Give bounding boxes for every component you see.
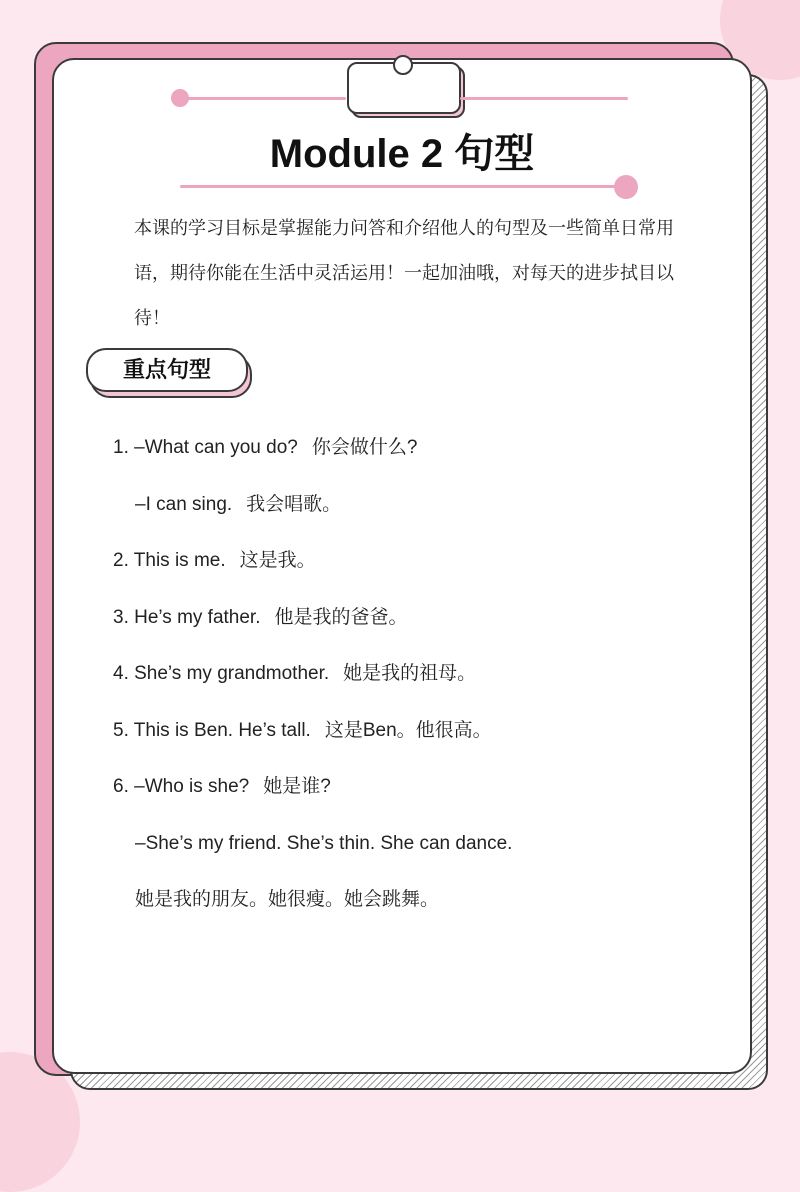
sentence-en: 6. –Who is she?: [113, 776, 250, 797]
sentence-cn: 她是谁?: [263, 776, 331, 797]
sentence-cn: 这是我。: [239, 550, 316, 571]
sentence-line: [113, 420, 713, 477]
sentence-cn: 她是我的朋友。她很瘦。她会跳舞。: [135, 889, 440, 910]
sentence-en: –She’s my friend. She’s thin. She can dance.: [135, 832, 513, 854]
sentence-en: 2. This is me.: [113, 550, 226, 571]
sentence-line: [113, 533, 713, 590]
sentence-en: 3. He’s my father.: [113, 606, 261, 628]
clip-ring-icon: [393, 55, 413, 75]
sentence-cn: 他是我的爸爸。: [274, 606, 408, 628]
sentence-line: [113, 590, 713, 647]
sentence-cn: 我会唱歌。: [246, 493, 342, 515]
sentence-line: [113, 477, 713, 534]
sentence-en: –I can sing.: [135, 493, 233, 515]
sentence-en: 4. She’s my grandmother.: [113, 663, 330, 684]
intro-paragraph: 本课的学习目标是掌握能力问答和介绍他人的句型及一些简单日常用语，期待你能在生活中灵活运用！一起加油哦，对每天的进步拭目以待！: [134, 218, 674, 328]
deco-line-under-title: [180, 185, 620, 188]
sentence-line: [113, 872, 713, 929]
sentence-cn: 她是我的祖母。: [343, 663, 477, 684]
deco-line-top-right: [460, 97, 628, 100]
deco-dot-right: [614, 175, 638, 199]
sentence-cn: 这是Ben。他很高。: [324, 719, 492, 741]
sentence-line: [113, 646, 713, 703]
sentence-list: [113, 420, 713, 929]
deco-line-top-left: [186, 97, 346, 100]
sentence-line: [113, 816, 713, 873]
sentence-line: [113, 759, 713, 816]
page-title: Module 2 句型: [269, 132, 535, 176]
sentence-en: 5. This is Ben. He’s tall.: [113, 719, 311, 741]
sentence-en: 1. –What can you do?: [113, 437, 298, 458]
sentence-cn: 你会做什么?: [311, 437, 418, 458]
section-badge-key-sentences: 重点句型: [86, 348, 248, 392]
sentence-line: [113, 703, 713, 760]
